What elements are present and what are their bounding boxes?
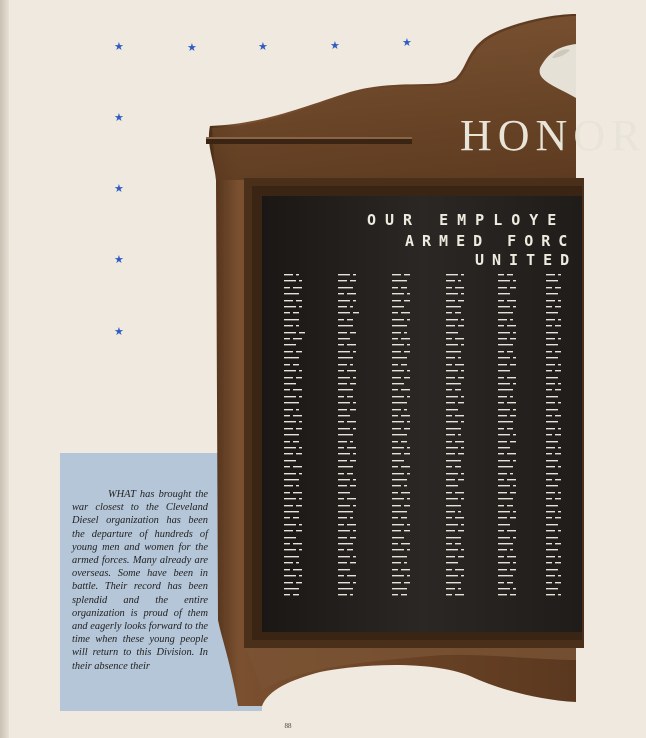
names-column-2: ▬▬▬▬ ▬ ▬▬▬ ▬▬ ▬▬▬▬▬ ▬▬ ▬▬▬ ▬▬▬▬ ▬ ▬▬▬ ▬ ▬▬▬▬ ▬▬ ▬▬ ▬▬ ▬▬▬▬▬ ▬▬▬ ▬▬ ▬▬▬▬ ▬▬ ▬▬▬ ▬▬▬▬ ▬ ▬▬▬▬▬ ▬▬▬ ▬ ▬▬ ▬▬▬ ▬▬▬▬ ▬ ▬▬▬ ▬▬ ▬▬▬▬▬ ▬▬ ▬▬ ▬▬▬▬ ▬ ▬▬▬ ▬▬ ▬▬▬▬ ▬▬ ▬▬▬ ▬▬▬▬ ▬ ▬▬▬▬▬ ▬▬▬ ▬ ▬▬ ▬▬▬ ▬▬▬▬ ▬ ▬▬▬ ▬▬ ▬▬▬▬▬ ▬▬ ▬▬ ▬▬▬▬ ▬ ▬▬▬ ▬▬ ▬▬▬▬ ▬▬ ▬▬▬ ▬▬▬▬ ▬ ▬▬▬▬▬ ▬▬▬ ▬ ▬▬ ▬▬▬ ▬▬▬▬ ▬ ▬▬▬ ▬▬ ▬▬▬▬▬ ▬▬ ▬▬ ▬▬▬▬ ▬ ▬▬▬ ▬▬ ▬▬▬▬ ▬▬ ▬▬▬ ▬▬▬▬ ▬ ▬▬▬▬▬ ▬▬▬ ▬: [338, 272, 360, 599]
names-column-6: ▬▬▬ ▬ ▬▬▬▬ ▬▬ ▬▬ ▬▬▬▬ ▬▬▬ ▬ ▬▬ ▬▬ ▬▬▬▬ ▬▬▬ ▬ ▬▬ ▬▬ ▬▬▬▬ ▬▬▬ ▬ ▬▬▬▬ ▬▬ ▬▬ ▬▬▬▬ ▬▬▬ ▬ ▬▬ ▬▬ ▬▬▬▬ ▬▬▬ ▬ ▬▬ ▬▬ ▬▬▬▬ ▬▬▬ ▬ ▬▬▬▬ ▬▬ ▬▬ ▬▬▬▬ ▬▬▬ ▬ ▬▬ ▬▬ ▬▬▬▬ ▬▬▬ ▬ ▬▬ ▬▬ ▬▬▬▬ ▬▬▬ ▬ ▬▬▬▬ ▬▬ ▬▬ ▬▬▬▬ ▬▬▬ ▬ ▬▬ ▬▬ ▬▬▬▬ ▬▬▬ ▬ ▬▬ ▬▬ ▬▬▬▬ ▬▬▬ ▬ ▬▬▬▬ ▬▬ ▬▬ ▬▬▬▬ ▬▬▬ ▬ ▬▬ ▬▬ ▬▬▬▬ ▬▬▬ ▬ ▬▬ ▬▬ ▬▬▬▬ ▬▬▬ ▬: [546, 272, 562, 599]
star-icon: ★: [114, 182, 124, 195]
star-icon: ★: [114, 253, 124, 266]
page-number: 88: [284, 722, 292, 730]
caption-body: WHAT has brought the war closest to the Cleveland Diesel organization has been the departure of hundreds of young men and women for the armed forces. Many already are overseas. Some have been in battle. Their record has been splendid and the entire organization is proud of them and eagerly looks forward to the time when these young people will return to this Division. In their absence their: [72, 489, 208, 672]
plaque-line-1: OUR EMPLOYE: [367, 211, 566, 229]
plaque-line-2: ARMED FORC: [405, 232, 576, 250]
names-column-3: ▬▬▬ ▬▬ ▬▬▬▬▬ ▬▬ ▬▬ ▬▬▬▬ ▬ ▬▬▬ ▬▬ ▬▬▬▬ ▬▬ ▬▬▬ ▬▬▬▬ ▬ ▬▬▬▬▬ ▬▬▬ ▬ ▬▬ ▬▬▬ ▬▬▬▬ ▬ ▬▬▬ ▬▬ ▬▬▬▬▬ ▬▬ ▬▬ ▬▬▬▬ ▬ ▬▬▬ ▬▬ ▬▬▬▬ ▬▬ ▬▬▬ ▬▬▬▬ ▬ ▬▬▬▬▬ ▬▬▬ ▬ ▬▬ ▬▬▬ ▬▬▬▬ ▬ ▬▬▬ ▬▬ ▬▬▬▬▬ ▬▬ ▬▬ ▬▬▬▬ ▬ ▬▬▬ ▬▬ ▬▬▬▬ ▬▬ ▬▬▬ ▬▬▬▬ ▬ ▬▬▬▬▬ ▬▬▬ ▬ ▬▬ ▬▬▬ ▬▬▬▬ ▬ ▬▬▬ ▬▬ ▬▬▬▬▬ ▬▬ ▬▬ ▬▬▬▬ ▬ ▬▬▬ ▬▬ ▬▬▬▬ ▬▬ ▬▬▬ ▬▬▬▬ ▬ ▬▬▬▬▬ ▬▬▬ ▬ ▬▬ ▬▬▬ ▬▬▬▬ ▬ ▬▬▬ ▬▬ ▬▬▬▬▬ ▬▬ ▬▬: [392, 272, 411, 599]
plaque-line-3: UNITED: [475, 251, 578, 269]
star-icon: ★: [258, 40, 268, 53]
names-column-5: ▬▬ ▬▬ ▬▬▬▬ ▬ ▬▬▬ ▬▬ ▬▬▬▬ ▬▬ ▬▬▬ ▬▬▬▬ ▬ ▬▬▬▬▬ ▬▬▬ ▬ ▬▬ ▬▬▬ ▬▬▬▬ ▬ ▬▬▬ ▬▬ ▬▬▬▬▬ ▬▬ ▬▬ ▬▬▬▬ ▬ ▬▬▬ ▬▬ ▬▬▬▬ ▬▬ ▬▬▬ ▬▬▬▬ ▬ ▬▬▬▬▬ ▬▬▬ ▬ ▬▬ ▬▬▬ ▬▬▬▬ ▬ ▬▬▬ ▬▬ ▬▬▬▬▬ ▬▬ ▬▬ ▬▬▬▬ ▬ ▬▬▬ ▬▬ ▬▬▬▬ ▬▬ ▬▬▬ ▬▬▬▬ ▬ ▬▬▬▬▬ ▬▬▬ ▬ ▬▬ ▬▬▬ ▬▬▬▬ ▬ ▬▬▬ ▬▬ ▬▬▬▬▬ ▬▬ ▬▬ ▬▬▬▬ ▬ ▬▬▬ ▬▬ ▬▬▬▬ ▬▬ ▬▬▬ ▬▬▬▬ ▬ ▬▬▬▬▬ ▬▬▬ ▬ ▬▬ ▬▬▬ ▬▬▬▬ ▬ ▬▬▬ ▬▬ ▬▬▬▬▬ ▬▬ ▬▬ ▬▬▬▬ ▬ ▬▬▬ ▬▬: [498, 272, 517, 599]
star-icon: ★: [114, 40, 124, 53]
star-icon: ★: [114, 325, 124, 338]
caption-text: [72, 488, 208, 673]
star-icon: ★: [187, 41, 197, 54]
plaque-heading: HONOR: [460, 111, 646, 160]
star-icon: ★: [330, 39, 340, 52]
star-icon: ★: [114, 111, 124, 124]
names-column-1: ▬▬▬ ▬ ▬▬▬▬ ▬ ▬▬ ▬▬▬ ▬▬▬▬▬ ▬▬▬ ▬▬ ▬▬▬▬ ▬ ▬▬ ▬▬ ▬▬▬▬▬ ▬▬▬ ▬ ▬▬▬▬ ▬▬ ▬▬ ▬▬▬ ▬▬▬▬ ▬▬▬ ▬▬ ▬▬▬▬▬ ▬▬ ▬▬ ▬▬▬▬ ▬ ▬▬▬ ▬▬ ▬▬▬▬ ▬▬ ▬▬▬ ▬▬▬▬ ▬ ▬▬▬▬▬ ▬▬▬ ▬ ▬▬ ▬▬▬ ▬▬▬▬ ▬ ▬▬▬ ▬▬ ▬▬▬▬▬ ▬▬ ▬▬ ▬▬▬▬ ▬ ▬▬▬ ▬▬ ▬▬▬▬ ▬▬ ▬▬▬ ▬▬▬▬ ▬ ▬▬▬▬▬ ▬▬▬ ▬ ▬▬ ▬▬▬ ▬▬▬▬ ▬ ▬▬▬ ▬▬ ▬▬▬▬▬ ▬▬ ▬▬ ▬▬▬▬ ▬ ▬▬▬ ▬▬ ▬▬▬▬ ▬▬ ▬▬▬ ▬▬▬▬ ▬ ▬▬▬▬▬ ▬▬▬ ▬ ▬▬ ▬▬▬ ▬▬▬▬ ▬ ▬▬▬ ▬▬ ▬▬▬▬▬ ▬▬ ▬▬: [284, 272, 306, 599]
names-column-4: ▬▬▬▬ ▬ ▬▬▬ ▬ ▬▬ ▬▬▬ ▬▬▬▬ ▬ ▬▬▬ ▬▬ ▬▬▬▬▬ ▬▬ ▬▬ ▬▬▬▬ ▬ ▬▬▬ ▬▬ ▬▬▬▬ ▬▬ ▬▬▬ ▬▬▬▬ ▬ ▬▬▬▬▬ ▬▬▬ ▬ ▬▬ ▬▬▬ ▬▬▬▬ ▬ ▬▬▬ ▬▬ ▬▬▬▬▬ ▬▬ ▬▬ ▬▬▬▬ ▬ ▬▬▬ ▬▬ ▬▬▬▬ ▬▬ ▬▬▬ ▬▬▬▬ ▬ ▬▬▬▬▬ ▬▬▬ ▬ ▬▬ ▬▬▬ ▬▬▬▬ ▬ ▬▬▬ ▬▬ ▬▬▬▬▬ ▬▬ ▬▬ ▬▬▬▬ ▬ ▬▬▬ ▬▬ ▬▬▬▬ ▬▬ ▬▬▬ ▬▬▬▬ ▬ ▬▬▬▬▬ ▬▬▬ ▬ ▬▬ ▬▬▬ ▬▬▬▬ ▬ ▬▬▬ ▬▬ ▬▬▬▬▬ ▬▬ ▬▬ ▬▬▬▬ ▬ ▬▬▬ ▬▬ ▬▬▬▬ ▬▬ ▬▬▬ ▬▬▬▬ ▬ ▬▬▬▬▬ ▬▬▬ ▬ ▬▬ ▬▬▬: [446, 272, 465, 599]
star-icon: ★: [402, 36, 412, 49]
